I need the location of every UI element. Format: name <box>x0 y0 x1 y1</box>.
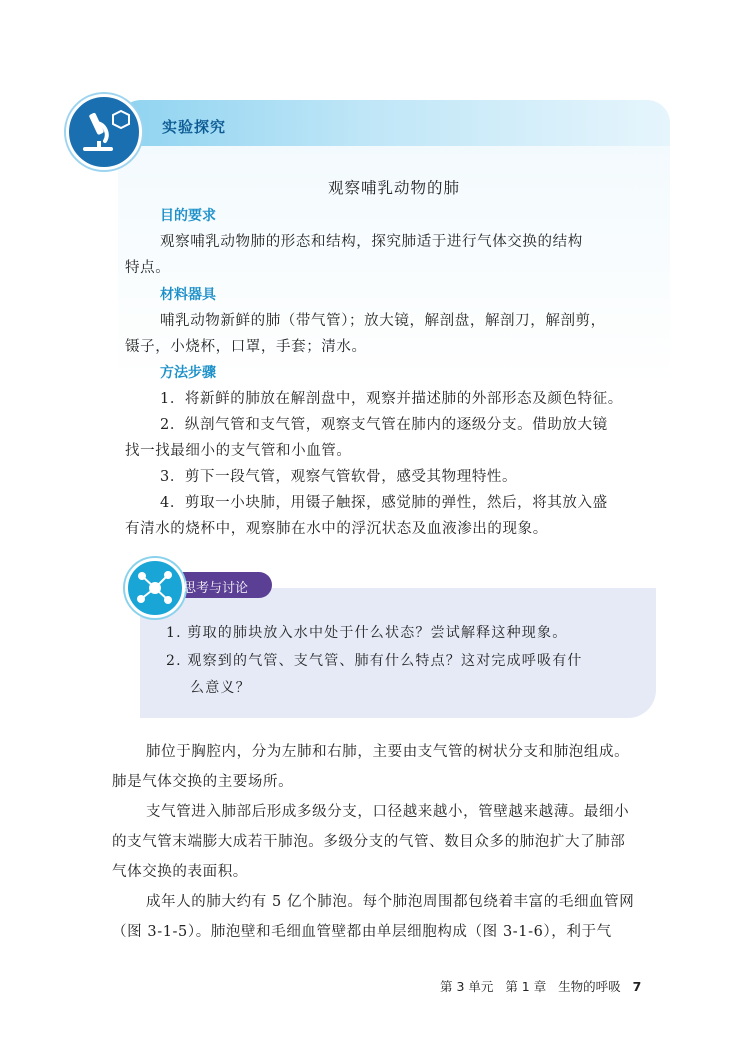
discussion-question: 么意义？ <box>190 680 251 696</box>
body-line: 肺是气体交换的主要场所。 <box>112 774 294 790</box>
footer-chapter-title: 生物的呼吸 <box>558 979 621 994</box>
footer-chapter: 第 1 章 <box>505 979 547 994</box>
discussion-question: 2. 观察到的气管、支气管、肺有什么特点？这对完成呼吸有什 <box>166 653 583 669</box>
materials-heading: 材料器具 <box>160 287 216 303</box>
method-heading: 方法步骤 <box>160 365 216 381</box>
materials-line: 哺乳动物新鲜的肺（带气管）；放大镜，解剖盘，解剖刀，解剖剪， <box>160 313 606 329</box>
purpose-line: 特点。 <box>125 260 171 276</box>
method-step: 2．纵剖气管和支气管，观察支气管在肺内的逐级分支。借助放大镜 <box>160 417 608 433</box>
body-line: 支气管进入肺部后形成多级分支，口径越来越小，管壁越来越薄。最细小 <box>146 804 630 820</box>
molecule-network-icon <box>125 558 185 618</box>
method-step: 4．剪取一小块肺，用镊子触探，感觉肺的弹性，然后，将其放入盛 <box>160 495 608 511</box>
page-number: 7 <box>632 979 642 994</box>
body-line: 气体交换的表面积。 <box>112 864 248 880</box>
footer-unit: 第 3 单元 <box>440 979 494 994</box>
experiment-title: 观察哺乳动物的肺 <box>327 179 460 197</box>
microscope-molecule-icon <box>66 94 142 170</box>
body-line: 的支气管末端膨大成若干肺泡。多级分支的气管、数目众多的肺泡扩大了肺部 <box>112 834 626 850</box>
method-step: 找一找最细小的支气管和小血管。 <box>125 443 352 459</box>
page-footer <box>440 977 641 995</box>
purpose-heading: 目的要求 <box>160 208 216 224</box>
materials-line: 镊子，小烧杯，口罩，手套；清水。 <box>125 339 367 355</box>
experiment-label: 实验探究 <box>162 118 227 136</box>
discussion-question: 1. 剪取的肺块放入水中处于什么状态？尝试解释这种现象。 <box>166 625 568 641</box>
method-step: 1．将新鲜的肺放在解剖盘中，观察并描述肺的外部形态及颜色特征。 <box>160 391 623 407</box>
body-line: （图 3-1-5）。肺泡壁和毛细血管壁都由单层细胞构成（图 3-1-6），利于气 <box>112 924 612 940</box>
body-line: 肺位于胸腔内，分为左肺和右肺，主要由支气管的树状分支和肺泡组成。 <box>146 744 630 760</box>
method-step: 3．剪下一段气管，观察气管软骨，感受其物理特性。 <box>160 469 518 485</box>
purpose-line: 观察哺乳动物肺的形态和结构，探究肺适于进行气体交换的结构 <box>160 234 583 250</box>
discussion-label: 思考与讨论 <box>183 581 249 596</box>
body-line: 成年人的肺大约有 5 亿个肺泡。每个肺泡周围都包绕着丰富的毛细血管网 <box>146 894 635 910</box>
method-step: 有清水的烧杯中，观察肺在水中的浮沉状态及血液渗出的现象。 <box>125 521 548 537</box>
